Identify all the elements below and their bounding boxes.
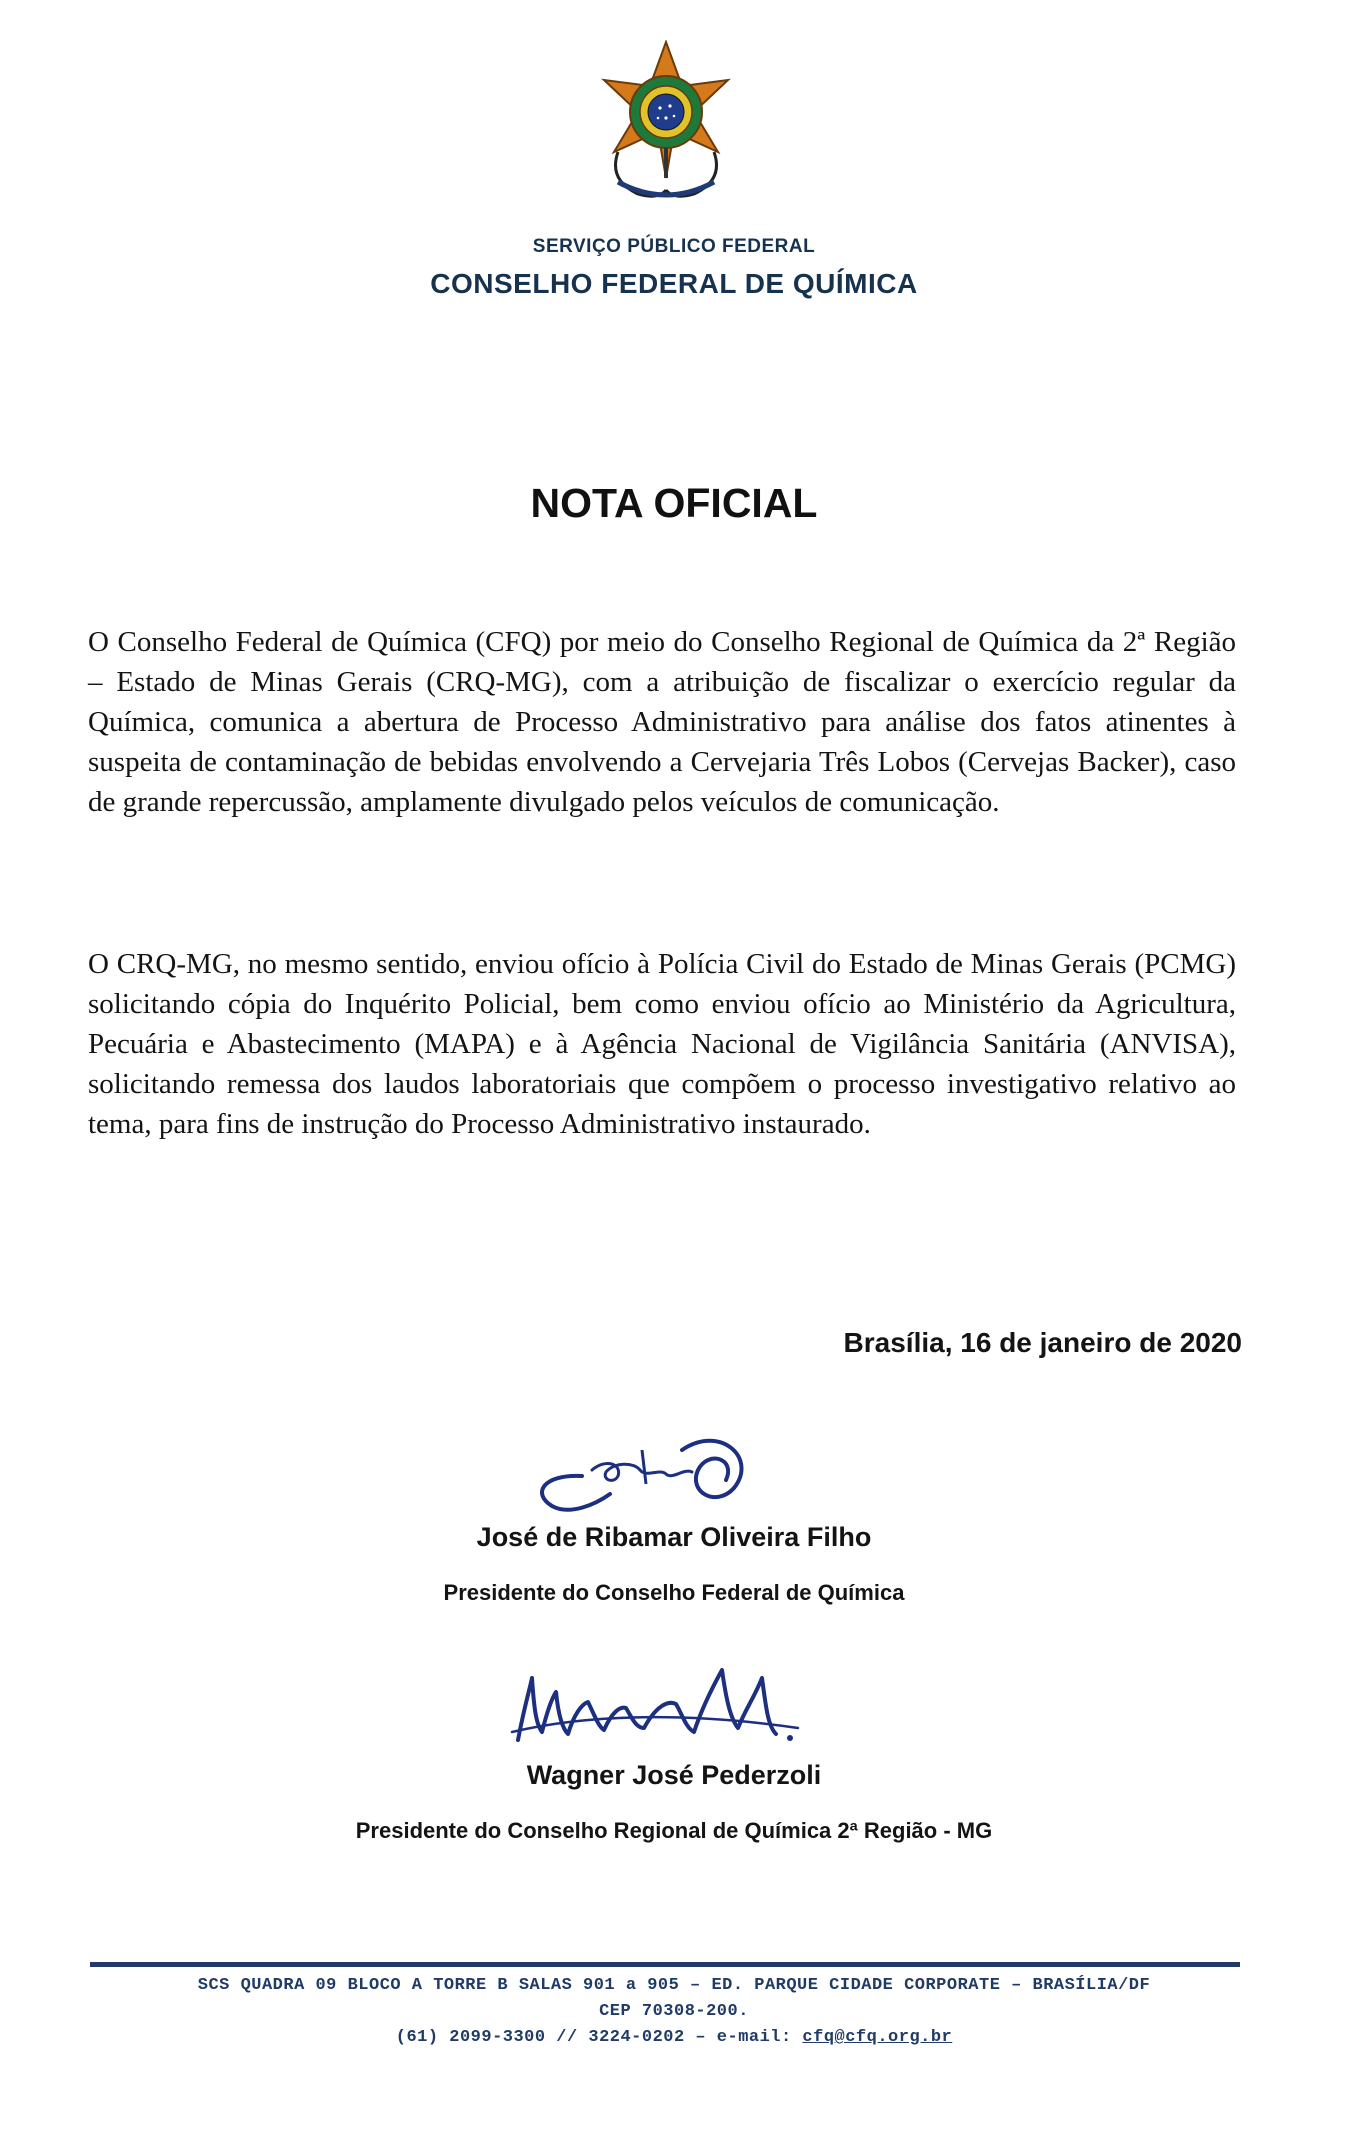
footer-email-link[interactable]: cfq@cfq.org.br xyxy=(802,2028,953,2047)
signatory-1-role: Presidente do Conselho Federal de Química xyxy=(443,1580,905,1605)
footer-phones: (61) 2099-3300 // 3224-0202 – e-mail: xyxy=(395,2028,792,2047)
signatory-2-name: Wagner José Pederzoli xyxy=(526,1760,822,1790)
signatory-2-role: Presidente do Conselho Regional de Química 2ª Região - MG xyxy=(355,1818,993,1843)
signature-2 xyxy=(508,1648,808,1748)
date-line: Brasília, 16 de janeiro de 2020 xyxy=(843,1327,1242,1358)
footer-address: SCS QUADRA 09 BLOCO A TORRE B SALAS 901 a 905 – ED. PARQUE CIDADE CORPORATE – BRASÍLIA/DF xyxy=(197,1976,1151,1995)
document-title: NOTA OFICIAL xyxy=(530,480,818,526)
signature-1 xyxy=(522,1410,762,1522)
signatory-1-name: José de Ribamar Oliveira Filho xyxy=(476,1522,872,1552)
service-label: SERVIÇO PÚBLICO FEDERAL xyxy=(532,236,816,257)
agency-name: CONSELHO FEDERAL DE QUÍMICA xyxy=(430,268,918,299)
footer-contact xyxy=(0,2028,1348,2047)
footer-divider xyxy=(90,1962,1240,1967)
body-paragraph-1: O Conselho Federal de Química (CFQ) por meio do Conselho Regional de Química da 2ª Região – Estado de Minas Gerais (CRQ-MG), com a atribuição de fiscalizar o exercício regular da Química, comunica a abertura de Processo Administrativo para análise dos fatos atinentes à suspeita de contaminação de bebidas envolvendo a Cervejaria Três Lobos (Cervejas Backer), caso de grande repercussão, amplamente divulgado pelos veículos de comunicação. xyxy=(88,626,1236,818)
body-paragraph-2: O CRQ-MG, no mesmo sentido, enviou ofício à Polícia Civil do Estado de Minas Gerais (PCMG) solicitando cópia do Inquérito Policial, bem como enviou ofício ao Ministério da Agricultura, Pecuária e Abastecimento (MAPA) e à Agência Nacional de Vigilância Sanitária (ANVISA), solicitando remessa dos laudos laboratoriais que compõem o processo investigativo relativo ao tema, para fins de instrução do Processo Administrativo instaurado. xyxy=(88,948,1236,1140)
footer-cep: CEP 70308-200. xyxy=(599,2002,749,2021)
brazil-coat-of-arms-icon xyxy=(578,40,754,208)
